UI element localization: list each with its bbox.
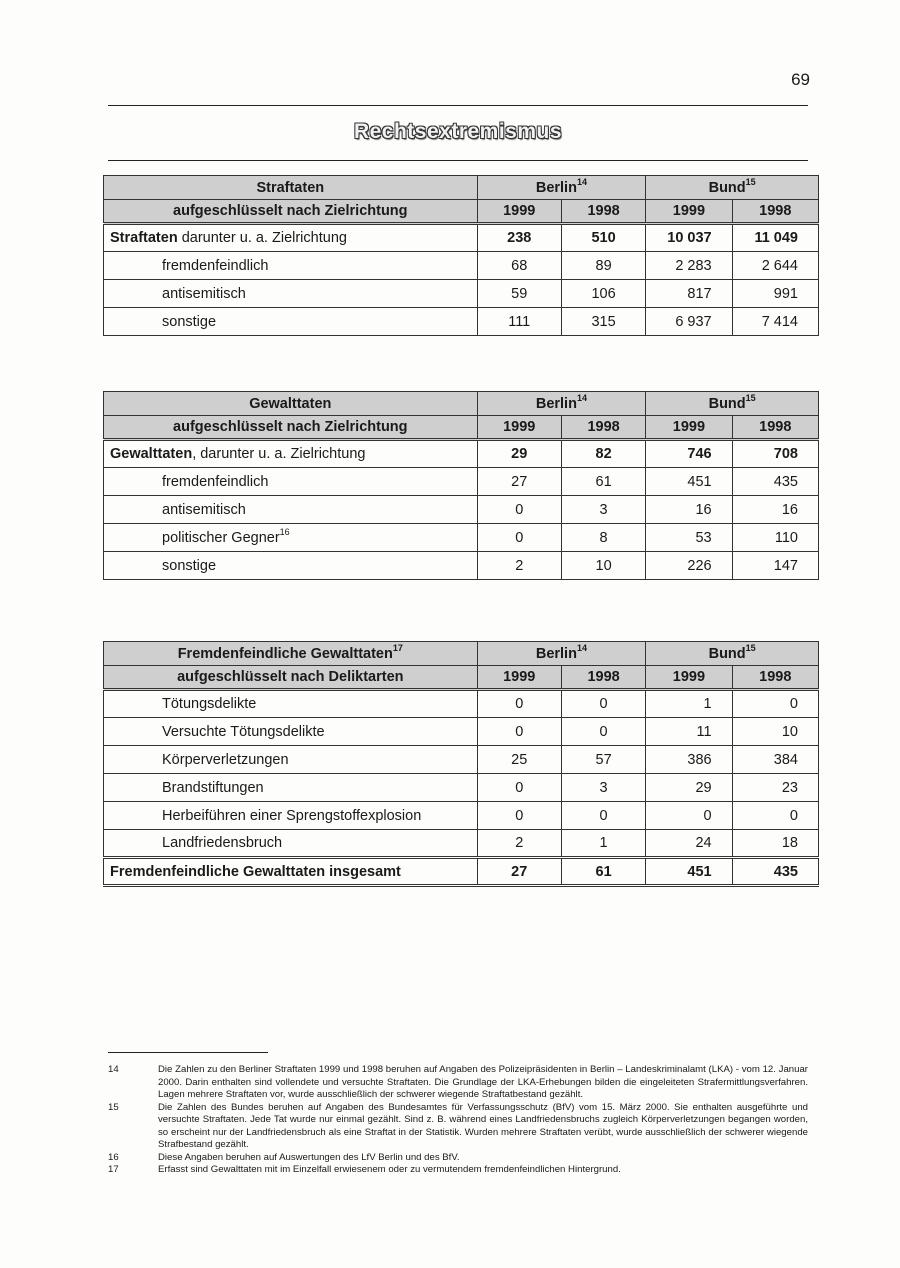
value-cell: 991 bbox=[732, 280, 818, 308]
footnote-text: Die Zahlen zu den Berliner Straftaten 1999 und 1998 beruhen auf Angaben des Polizeipräsidenten in Berlin – Landeskriminalamt (LKA) - vom 12. Januar 2000. Darin enthalten sind vollendete und versuchte Straftaten. Die Grundlage der LKA-Erhebungen bilden die eingeleiteten Strafermittlungsverfahren. Lagen mehrere Straftaten vor, wurde ausschließlich der schwerer wiegende Straftatbestand gezählt. bbox=[158, 1064, 808, 1100]
value-cell: 510 bbox=[561, 224, 645, 252]
table-header-row bbox=[104, 666, 819, 690]
value-cell: 16 bbox=[732, 496, 818, 524]
value-cell: 7 414 bbox=[732, 308, 818, 336]
region-bund-header: Bund$^{15}$ bbox=[646, 176, 819, 200]
table-row bbox=[104, 468, 819, 496]
straftaten-table bbox=[103, 175, 819, 336]
value-cell: 708 bbox=[732, 440, 818, 468]
value-cell: 61 bbox=[561, 468, 645, 496]
region-bund-header: Bund$^{15}$ bbox=[646, 642, 819, 666]
row-label: sonstige bbox=[104, 308, 478, 336]
footnote-ref: 15 bbox=[745, 176, 756, 187]
table-header-row bbox=[104, 176, 819, 200]
footnote-ref: 14 bbox=[576, 176, 587, 187]
footnote bbox=[108, 1102, 808, 1152]
footnote bbox=[108, 1164, 808, 1177]
value-cell: 386 bbox=[646, 746, 732, 774]
value-cell: 0 bbox=[646, 802, 732, 830]
value-cell: 315 bbox=[561, 308, 645, 336]
value-cell: 2 bbox=[477, 552, 561, 580]
year-header: 1999 bbox=[477, 200, 561, 224]
value-cell: 3 bbox=[561, 774, 645, 802]
year-header: 1999 bbox=[646, 200, 732, 224]
value-cell: 1 bbox=[646, 690, 732, 718]
section-title: Rechtsextremismus bbox=[353, 120, 563, 143]
gewalttaten-table bbox=[103, 391, 819, 580]
value-cell: 0 bbox=[477, 524, 561, 552]
row-label: Brandstiftungen bbox=[104, 774, 478, 802]
region-berlin-header: Berlin$^{14}$ bbox=[477, 392, 646, 416]
value-cell: 435 bbox=[732, 858, 818, 886]
value-cell: 451 bbox=[646, 858, 732, 886]
header-rule-top bbox=[108, 105, 808, 106]
row-label-bold: Straftaten bbox=[110, 230, 178, 246]
value-cell: 147 bbox=[732, 552, 818, 580]
value-cell: 384 bbox=[732, 746, 818, 774]
value-cell: 0 bbox=[561, 802, 645, 830]
footnote bbox=[108, 1064, 808, 1102]
year-header: 1998 bbox=[561, 200, 645, 224]
value-cell: 29 bbox=[646, 774, 732, 802]
header-label-line1: Fremdenfeindliche Gewalttaten$^{17}$ bbox=[104, 642, 478, 666]
row-label: Landfriedensbruch bbox=[104, 830, 478, 858]
table-row bbox=[104, 552, 819, 580]
value-cell: 10 bbox=[732, 718, 818, 746]
header-label-line2: aufgeschlüsselt nach Zielrichtung bbox=[104, 200, 478, 224]
value-cell: 23 bbox=[732, 774, 818, 802]
value-cell: 11 049 bbox=[732, 224, 818, 252]
value-cell: 11 bbox=[646, 718, 732, 746]
value-cell: 746 bbox=[646, 440, 732, 468]
header-label-line2: aufgeschlüsselt nach Zielrichtung bbox=[104, 416, 478, 440]
footnote-text: Erfasst sind Gewalttaten mit im Einzelfall erwiesenem oder zu vermutendem fremdenfeindlichen Hintergrund. bbox=[158, 1164, 621, 1175]
value-cell: 0 bbox=[477, 718, 561, 746]
value-cell: 10 037 bbox=[646, 224, 732, 252]
value-cell: 106 bbox=[561, 280, 645, 308]
row-label: antisemitisch bbox=[104, 280, 478, 308]
row-label: fremdenfeindlich bbox=[104, 468, 478, 496]
value-cell: 110 bbox=[732, 524, 818, 552]
year-header: 1999 bbox=[646, 416, 732, 440]
region-berlin-header: Berlin$^{14}$ bbox=[477, 642, 646, 666]
value-cell: 3 bbox=[561, 496, 645, 524]
value-cell: 29 bbox=[477, 440, 561, 468]
value-cell: 61 bbox=[561, 858, 645, 886]
value-cell: 2 283 bbox=[646, 252, 732, 280]
row-label: Herbeiführen einer Sprengstoffexplosion bbox=[104, 802, 478, 830]
value-cell: 59 bbox=[477, 280, 561, 308]
header-label-line2: aufgeschlüsselt nach Deliktarten bbox=[104, 666, 478, 690]
year-header: 1999 bbox=[477, 416, 561, 440]
value-cell: 82 bbox=[561, 440, 645, 468]
table-row bbox=[104, 718, 819, 746]
value-cell: 0 bbox=[732, 802, 818, 830]
value-cell: 18 bbox=[732, 830, 818, 858]
row-label: antisemitisch bbox=[104, 496, 478, 524]
table-row bbox=[104, 308, 819, 336]
value-cell: 6 937 bbox=[646, 308, 732, 336]
table-header-row bbox=[104, 200, 819, 224]
region-bund-header: Bund$^{15}$ bbox=[646, 392, 819, 416]
footnote-rule bbox=[108, 1052, 268, 1053]
value-cell: 0 bbox=[561, 690, 645, 718]
year-header: 1998 bbox=[561, 416, 645, 440]
value-cell: 8 bbox=[561, 524, 645, 552]
table-row bbox=[104, 224, 819, 252]
table-row bbox=[104, 252, 819, 280]
total-row bbox=[104, 858, 819, 886]
value-cell: 451 bbox=[646, 468, 732, 496]
value-cell: 0 bbox=[477, 496, 561, 524]
value-cell: 0 bbox=[477, 690, 561, 718]
footnote-ref: 16 bbox=[279, 526, 290, 537]
value-cell: 226 bbox=[646, 552, 732, 580]
footnote-number: 16 bbox=[108, 1151, 119, 1163]
value-cell: 89 bbox=[561, 252, 645, 280]
fremdenfeindliche-gewalttaten-table bbox=[103, 641, 819, 887]
region-berlin-header: Berlin$^{14}$ bbox=[477, 176, 646, 200]
footnote-number: 15 bbox=[108, 1101, 119, 1113]
table-header-row bbox=[104, 416, 819, 440]
value-cell: 53 bbox=[646, 524, 732, 552]
footnote-number: 14 bbox=[108, 1064, 119, 1075]
row-label-bold: Gewalttaten bbox=[110, 446, 193, 462]
value-cell: 16 bbox=[646, 496, 732, 524]
value-cell: 0 bbox=[477, 774, 561, 802]
value-cell: 10 bbox=[561, 552, 645, 580]
header-rule-bottom bbox=[108, 160, 808, 161]
footnote-text: Diese Angaben beruhen auf Auswertungen des LfV Berlin und des BfV. bbox=[158, 1151, 460, 1163]
row-label: Tötungsdelikte bbox=[104, 690, 478, 718]
footnote bbox=[108, 1152, 808, 1165]
footnote-ref: 17 bbox=[392, 642, 403, 653]
value-cell: 0 bbox=[561, 718, 645, 746]
row-label: sonstige bbox=[104, 552, 478, 580]
value-cell: 817 bbox=[646, 280, 732, 308]
value-cell: 25 bbox=[477, 746, 561, 774]
value-cell: 27 bbox=[477, 468, 561, 496]
year-header: 1999 bbox=[477, 666, 561, 690]
value-cell: 2 644 bbox=[732, 252, 818, 280]
table-row bbox=[104, 830, 819, 858]
value-cell: 68 bbox=[477, 252, 561, 280]
year-header: 1999 bbox=[646, 666, 732, 690]
year-header: 1998 bbox=[732, 416, 818, 440]
year-header: 1998 bbox=[561, 666, 645, 690]
table-header-row bbox=[104, 642, 819, 666]
value-cell: 111 bbox=[477, 308, 561, 336]
table-row bbox=[104, 802, 819, 830]
value-cell: 435 bbox=[732, 468, 818, 496]
footnote-ref: 15 bbox=[745, 392, 756, 403]
header-label-line1: Straftaten bbox=[104, 176, 478, 200]
year-header: 1998 bbox=[732, 200, 818, 224]
value-cell: 57 bbox=[561, 746, 645, 774]
value-cell: 1 bbox=[561, 830, 645, 858]
footnote-number: 17 bbox=[108, 1164, 119, 1175]
value-cell: 0 bbox=[477, 802, 561, 830]
value-cell: 238 bbox=[477, 224, 561, 252]
table-row bbox=[104, 690, 819, 718]
table-header-row bbox=[104, 392, 819, 416]
year-header: 1998 bbox=[732, 666, 818, 690]
footnote-ref: 15 bbox=[745, 642, 756, 653]
header-label-line1: Gewalttaten bbox=[104, 392, 478, 416]
table-row bbox=[104, 746, 819, 774]
value-cell: 0 bbox=[732, 690, 818, 718]
row-label: fremdenfeindlich bbox=[104, 252, 478, 280]
row-label: Versuchte Tötungsdelikte bbox=[104, 718, 478, 746]
row-label: Gewalttaten, darunter u. a. Zielrichtung bbox=[104, 440, 478, 468]
value-cell: 27 bbox=[477, 858, 561, 886]
value-cell: 2 bbox=[477, 830, 561, 858]
table-row bbox=[104, 440, 819, 468]
footnote-ref: 14 bbox=[576, 642, 587, 653]
table-row bbox=[104, 496, 819, 524]
row-label: Körperverletzungen bbox=[104, 746, 478, 774]
row-label: politischer Gegner$^{16}$ bbox=[104, 524, 478, 552]
page-number: 69 bbox=[791, 70, 810, 89]
footnote-ref: 14 bbox=[576, 392, 587, 403]
footnote-text: Die Zahlen des Bundes beruhen auf Angaben des Bundesamtes für Verfassungsschutz (BfV) vom 15. März 2000. Sie enthalten ausgeführte und versuchte Straftaten. Jede Tat wurde nur einmal gezählt. Sind z. B. während eines Landfriedensbruchs zugleich Körperverletzungen begangen worden, so erscheint nur der Landfriedensbruch als eine Straftat in der Statistik. Wurden mehrere Straftaten verübt, wurde ausschließlich der schwerer wiegende Strafbestand gezählt. bbox=[158, 1101, 808, 1150]
table-row bbox=[104, 280, 819, 308]
footnotes bbox=[108, 1064, 808, 1177]
value-cell: 24 bbox=[646, 830, 732, 858]
total-label: Fremdenfeindliche Gewalttaten insgesamt bbox=[104, 858, 478, 886]
table-row bbox=[104, 524, 819, 552]
row-label: Straftaten darunter u. a. Zielrichtung bbox=[104, 224, 478, 252]
table-row bbox=[104, 774, 819, 802]
